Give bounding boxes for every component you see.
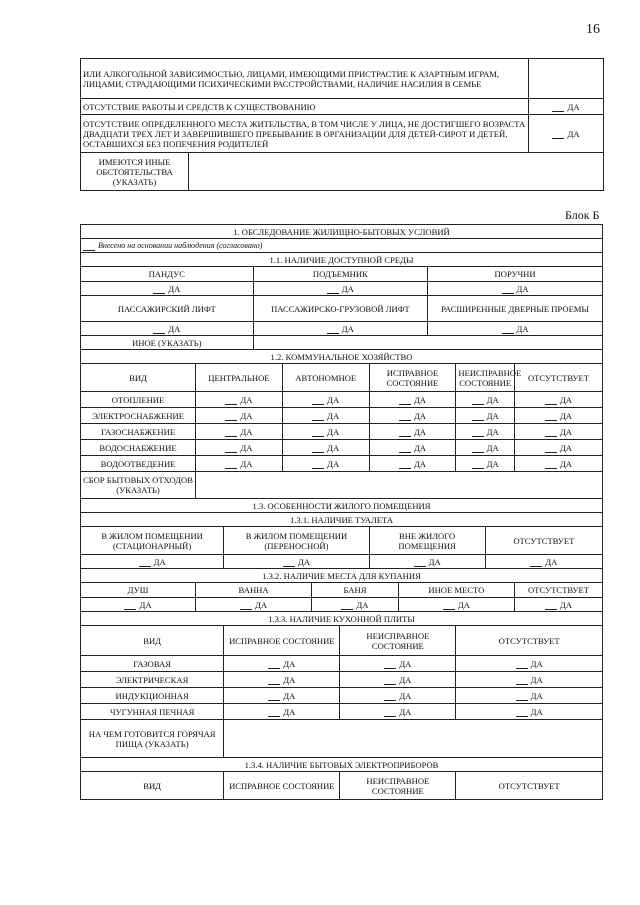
yes-label: ДА xyxy=(559,394,572,405)
blank-line[interactable] xyxy=(552,131,564,139)
util-row-label: ГАЗОСНАБЖЕНИЕ xyxy=(81,424,196,440)
toilet-header: В ЖИЛОМ ПОМЕЩЕНИИ (СТАЦИОНАРНЫЙ) xyxy=(81,527,224,555)
access-other-field[interactable] xyxy=(253,336,602,350)
yes-cell[interactable] xyxy=(456,440,515,456)
toilet-header: ВНЕ ЖИЛОГО ПОМЕЩЕНИЯ xyxy=(369,527,485,555)
yes-cell[interactable] xyxy=(514,598,602,612)
blank-line[interactable] xyxy=(384,709,396,717)
yes-label: ДА xyxy=(327,458,340,469)
yes-label: ДА xyxy=(530,658,543,669)
util-waste-field[interactable] xyxy=(196,472,603,499)
yes-label: ДА xyxy=(413,394,427,405)
blank-line[interactable] xyxy=(384,677,396,685)
blank-line[interactable] xyxy=(545,397,557,405)
yes-label: ДА xyxy=(457,599,470,610)
yes-label: ДА xyxy=(356,599,369,610)
blank-line[interactable] xyxy=(545,413,557,421)
stove-header: ОТСУТСТВУЕТ xyxy=(456,626,603,656)
yes-cell[interactable] xyxy=(282,424,369,440)
util-row-label: ВОДОСНАБЖЕНИЕ xyxy=(81,440,196,456)
access-header: ПАССАЖИРСКИЙ ЛИФТ xyxy=(81,296,254,322)
blank-line[interactable] xyxy=(225,461,237,469)
circumstance-text: ОТСУТСТВИЕ РАБОТЫ И СРЕДСТВ К СУЩЕСТВОВАНИЮ xyxy=(81,99,529,115)
blank-line[interactable] xyxy=(312,445,324,453)
blank-line[interactable] xyxy=(139,559,151,567)
yes-label: ДА xyxy=(559,426,572,437)
yes-label: ДА xyxy=(486,442,499,453)
yes-label: ДА xyxy=(567,128,580,139)
blank-line[interactable] xyxy=(399,397,411,405)
stove-row-label: ЭЛЕКТРИЧЕСКАЯ xyxy=(81,672,224,688)
yes-cell[interactable] xyxy=(253,282,428,296)
appliance-header: ОТСУТСТВУЕТ xyxy=(456,772,603,800)
blank-line[interactable] xyxy=(399,413,411,421)
other-circumstances-label: ИМЕЮТСЯ ИНЫЕ ОБСТОЯТЕЛЬСТВА (УКАЗАТЬ) xyxy=(81,153,189,191)
yes-label: ДА xyxy=(168,283,181,294)
access-header: ПОДЪЕМНИК xyxy=(253,267,428,282)
answer-cell[interactable] xyxy=(529,99,604,115)
yes-cell[interactable] xyxy=(369,440,456,456)
blank-line[interactable] xyxy=(124,602,136,610)
blank-line[interactable] xyxy=(225,445,237,453)
util-row-label: ОТОПЛЕНИЕ xyxy=(81,392,196,408)
blank-line[interactable] xyxy=(516,693,528,701)
yes-label: ДА xyxy=(240,426,253,437)
yes-cell[interactable] xyxy=(514,456,602,472)
blank-line[interactable] xyxy=(384,693,396,701)
blank-line[interactable] xyxy=(399,445,411,453)
yes-label: ДА xyxy=(486,458,499,469)
blank-line[interactable] xyxy=(327,326,339,334)
blank-line[interactable] xyxy=(545,602,557,610)
yes-cell[interactable] xyxy=(312,598,399,612)
section-title: 1.3.1. НАЛИЧИЕ ТУАЛЕТА xyxy=(81,513,603,527)
yes-cell[interactable] xyxy=(456,424,515,440)
note-text: Внесено на основании наблюдения (согласовано) xyxy=(98,241,263,250)
answer-cell[interactable] xyxy=(529,59,604,99)
yes-cell[interactable] xyxy=(282,440,369,456)
blank-line[interactable] xyxy=(443,602,455,610)
yes-label: ДА xyxy=(240,458,253,469)
yes-label: ДА xyxy=(341,283,354,294)
yes-label: ДА xyxy=(413,442,427,453)
yes-cell[interactable] xyxy=(456,456,515,472)
yes-label: ДА xyxy=(399,674,412,685)
bath-header: ОТСУТСТВУЕТ xyxy=(514,583,602,598)
yes-label: ДА xyxy=(530,674,543,685)
yes-label: ДА xyxy=(428,556,441,567)
blank-line[interactable] xyxy=(327,286,339,294)
yes-cell[interactable] xyxy=(456,408,515,424)
blank-line[interactable] xyxy=(472,429,484,437)
util-header: ОТСУТСТВУЕТ xyxy=(514,364,602,392)
toilet-header: ОТСУТСТВУЕТ xyxy=(485,527,602,555)
section-title: 1.3.3. НАЛИЧИЕ КУХОННОЙ ПЛИТЫ xyxy=(81,612,603,626)
yes-cell[interactable] xyxy=(224,555,369,569)
blank-line[interactable] xyxy=(240,602,252,610)
yes-label: ДА xyxy=(559,442,572,453)
yes-label: ДА xyxy=(545,556,558,567)
living-conditions-table xyxy=(80,224,603,800)
yes-cell[interactable] xyxy=(369,424,456,440)
access-header: ПАССАЖИРСКО-ГРУЗОВОЙ ЛИФТ xyxy=(253,296,428,322)
page-number: 16 xyxy=(586,22,600,37)
yes-cell[interactable] xyxy=(196,598,312,612)
stove-header: НЕИСПРАВНОЕ СОСТОЯНИЕ xyxy=(340,626,456,656)
yes-cell[interactable] xyxy=(485,555,602,569)
blank-line[interactable] xyxy=(502,286,514,294)
stove-other-field[interactable] xyxy=(224,720,603,758)
blank-line[interactable] xyxy=(414,559,426,567)
yes-label: ДА xyxy=(327,410,340,421)
stove-other-label: НА ЧЕМ ГОТОВИТСЯ ГОРЯЧАЯ ПИЩА (УКАЗАТЬ) xyxy=(81,720,224,758)
yes-label: ДА xyxy=(327,394,340,405)
section-title: 1.3. ОСОБЕННОСТИ ЖИЛОГО ПОМЕЩЕНИЯ xyxy=(81,499,603,513)
blank-line[interactable] xyxy=(516,677,528,685)
yes-label: ДА xyxy=(255,599,268,610)
appliance-header: НЕИСПРАВНОЕ СОСТОЯНИЕ xyxy=(340,772,456,800)
yes-label: ДА xyxy=(516,283,529,294)
yes-cell[interactable] xyxy=(196,440,283,456)
yes-label: ДА xyxy=(283,706,296,717)
blank-line[interactable] xyxy=(83,243,95,251)
util-header: ИСПРАВНОЕ СОСТОЯНИЕ xyxy=(369,364,456,392)
yes-cell[interactable] xyxy=(514,408,602,424)
stove-row-label: ЧУГУННАЯ ПЕЧНАЯ xyxy=(81,704,224,720)
blank-line[interactable] xyxy=(472,445,484,453)
yes-cell[interactable] xyxy=(196,424,283,440)
yes-label: ДА xyxy=(559,410,572,421)
yes-label: ДА xyxy=(413,458,427,469)
yes-cell[interactable] xyxy=(514,424,602,440)
yes-cell[interactable] xyxy=(81,282,254,296)
blank-line[interactable] xyxy=(225,397,237,405)
blank-line[interactable] xyxy=(502,326,514,334)
yes-label: ДА xyxy=(283,674,296,685)
yes-cell[interactable] xyxy=(81,555,224,569)
stove-header: ВИД xyxy=(81,626,224,656)
yes-label: ДА xyxy=(399,690,412,701)
blank-line[interactable] xyxy=(268,709,280,717)
yes-cell[interactable] xyxy=(369,408,456,424)
yes-cell[interactable] xyxy=(282,456,369,472)
blank-line[interactable] xyxy=(153,286,165,294)
util-header: АВТОНОМНОЕ xyxy=(282,364,369,392)
yes-label: ДА xyxy=(486,410,499,421)
bath-header: ВАННА xyxy=(196,583,312,598)
yes-cell[interactable] xyxy=(282,408,369,424)
yes-cell[interactable] xyxy=(369,456,456,472)
yes-label: ДА xyxy=(283,658,296,669)
yes-cell[interactable] xyxy=(456,704,603,720)
section-title: 1.3.4. НАЛИЧИЕ БЫТОВЫХ ЭЛЕКТРОПРИБОРОВ xyxy=(81,758,603,772)
blank-line[interactable] xyxy=(268,661,280,669)
section-title: 1.3.2. НАЛИЧИЕ МЕСТА ДЛЯ КУПАНИЯ xyxy=(81,569,603,583)
circumstance-text: ИЛИ АЛКОГОЛЬНОЙ ЗАВИСИМОСТЬЮ, ЛИЦАМИ, ИМЕЮЩИМИ ПРИСТРАСТИЕ К АЗАРТНЫМ ИГРАМ, ЛИЦАМИ, СТРАДАЮЩИМИ ПСИХИЧЕСКИМИ РАССТРОЙСТВАМИ, НАЛИЧИЕ НАСИЛИЯ В СЕМЬЕ xyxy=(81,59,529,99)
blank-line[interactable] xyxy=(516,661,528,669)
blank-line[interactable] xyxy=(312,461,324,469)
blank-line[interactable] xyxy=(530,559,542,567)
yes-cell[interactable] xyxy=(224,704,340,720)
circumstances-table xyxy=(80,58,604,191)
toilet-header: В ЖИЛОМ ПОМЕЩЕНИИ (ПЕРЕНОСНОЙ) xyxy=(224,527,369,555)
yes-cell[interactable] xyxy=(224,672,340,688)
block-label: Блок Б xyxy=(565,208,600,222)
yes-cell[interactable] xyxy=(253,322,428,336)
yes-label: ДА xyxy=(559,599,572,610)
yes-label: ДА xyxy=(516,323,529,334)
yes-cell[interactable] xyxy=(196,456,283,472)
yes-cell[interactable] xyxy=(340,656,456,672)
yes-label: ДА xyxy=(559,458,572,469)
blank-line[interactable] xyxy=(268,677,280,685)
circumstance-text: ОТСУТСТВИЕ ОПРЕДЕЛЕННОГО МЕСТА ЖИТЕЛЬСТВА, В ТОМ ЧИСЛЕ У ЛИЦА, НЕ ДОСТИГШЕГО ВОЗРАСТА ДВАДЦАТИ ТРЕХ ЛЕТ И ЗАВЕРШИВШЕГО ПРЕБЫВАНИЕ В ОРГАНИЗАЦИИ ДЛЯ ДЕТЕЙ-СИРОТ И ДЕТЕЙ, ОСТАВШИХСЯ БЕЗ ПОПЕЧЕНИЯ РОДИТЕЛЕЙ xyxy=(81,115,529,153)
blank-line[interactable] xyxy=(472,461,484,469)
yes-label: ДА xyxy=(240,394,253,405)
blank-line[interactable] xyxy=(312,429,324,437)
util-waste-label: СБОР БЫТОВЫХ ОТХОДОВ (УКАЗАТЬ) xyxy=(81,472,196,499)
yes-cell[interactable] xyxy=(456,688,603,704)
blank-line[interactable] xyxy=(312,413,324,421)
stove-header: ИСПРАВНОЕ СОСТОЯНИЕ xyxy=(224,626,340,656)
yes-label: ДА xyxy=(399,706,412,717)
yes-cell[interactable] xyxy=(340,672,456,688)
yes-cell[interactable] xyxy=(514,392,602,408)
note-row[interactable] xyxy=(81,239,603,253)
yes-label: ДА xyxy=(530,690,543,701)
section-title: 1. ОБСЛЕДОВАНИЕ ЖИЛИЩНО-БЫТОВЫХ УСЛОВИЙ xyxy=(81,225,603,239)
yes-cell[interactable] xyxy=(81,598,196,612)
yes-cell[interactable] xyxy=(398,598,514,612)
blank-line[interactable] xyxy=(545,429,557,437)
yes-cell[interactable] xyxy=(282,392,369,408)
yes-label: ДА xyxy=(327,442,340,453)
yes-cell[interactable] xyxy=(428,282,603,296)
yes-label: ДА xyxy=(341,323,354,334)
answer-cell[interactable] xyxy=(529,115,604,153)
yes-label: ДА xyxy=(327,426,340,437)
blank-line[interactable] xyxy=(153,326,165,334)
yes-cell[interactable] xyxy=(196,408,283,424)
yes-cell[interactable] xyxy=(196,392,283,408)
blank-line[interactable] xyxy=(472,413,484,421)
stove-row-label: ИНДУКЦИОННАЯ xyxy=(81,688,224,704)
yes-label: ДА xyxy=(530,706,543,717)
util-row-label: ЭЛЕКТРОСНАБЖЕНИЕ xyxy=(81,408,196,424)
util-row-label: ВОДООТВЕДЕНИЕ xyxy=(81,456,196,472)
bath-header: БАНЯ xyxy=(312,583,399,598)
blank-line[interactable] xyxy=(312,397,324,405)
yes-cell[interactable] xyxy=(514,440,602,456)
yes-label: ДА xyxy=(297,556,310,567)
yes-label: ДА xyxy=(486,394,499,405)
section-title: 1.2. КОММУНАЛЬНОЕ ХОЗЯЙСТВО xyxy=(81,350,603,364)
blank-line[interactable] xyxy=(399,429,411,437)
yes-label: ДА xyxy=(139,599,152,610)
bath-header: ДУШ xyxy=(81,583,196,598)
blank-line[interactable] xyxy=(384,661,396,669)
blank-line[interactable] xyxy=(545,461,557,469)
yes-label: ДА xyxy=(413,426,427,437)
yes-label: ДА xyxy=(413,410,427,421)
yes-label: ДА xyxy=(153,556,166,567)
blank-line[interactable] xyxy=(545,445,557,453)
yes-label: ДА xyxy=(486,426,499,437)
blank-line[interactable] xyxy=(341,602,353,610)
stove-row-label: ГАЗОВАЯ xyxy=(81,656,224,672)
yes-cell[interactable] xyxy=(224,656,340,672)
blank-line[interactable] xyxy=(283,559,295,567)
yes-cell[interactable] xyxy=(340,704,456,720)
access-header: ПОРУЧНИ xyxy=(428,267,603,282)
yes-cell[interactable] xyxy=(340,688,456,704)
blank-line[interactable] xyxy=(225,429,237,437)
yes-label: ДА xyxy=(240,442,253,453)
blank-line[interactable] xyxy=(472,397,484,405)
yes-label: ДА xyxy=(168,323,181,334)
appliance-header: ВИД xyxy=(81,772,224,800)
yes-cell[interactable] xyxy=(369,555,485,569)
blank-line[interactable] xyxy=(225,413,237,421)
yes-cell[interactable] xyxy=(224,688,340,704)
blank-line[interactable] xyxy=(516,709,528,717)
yes-label: ДА xyxy=(283,690,296,701)
yes-cell[interactable] xyxy=(428,322,603,336)
yes-cell[interactable] xyxy=(81,322,254,336)
access-header: ПАНДУС xyxy=(81,267,254,282)
yes-label: ДА xyxy=(240,410,253,421)
other-circumstances-field[interactable] xyxy=(189,153,604,191)
yes-label: ДА xyxy=(399,658,412,669)
bath-header: ИНОЕ МЕСТО xyxy=(398,583,514,598)
util-header: ВИД xyxy=(81,364,196,392)
util-header: НЕИСПРАВНОЕ СОСТОЯНИЕ xyxy=(456,364,515,392)
yes-cell[interactable] xyxy=(456,672,603,688)
blank-line[interactable] xyxy=(268,693,280,701)
appliance-header: ИСПРАВНОЕ СОСТОЯНИЕ xyxy=(224,772,340,800)
blank-line[interactable] xyxy=(399,461,411,469)
yes-cell[interactable] xyxy=(456,656,603,672)
yes-cell[interactable] xyxy=(369,392,456,408)
blank-line[interactable] xyxy=(552,104,564,112)
yes-cell[interactable] xyxy=(456,392,515,408)
util-header: ЦЕНТРАЛЬНОЕ xyxy=(196,364,283,392)
section-title: 1.1. НАЛИЧИЕ ДОСТУПНОЙ СРЕДЫ xyxy=(81,253,603,267)
yes-label: ДА xyxy=(567,101,580,112)
access-other-label: ИНОЕ (УКАЗАТЬ) xyxy=(81,336,254,350)
access-header: РАСШИРЕННЫЕ ДВЕРНЫЕ ПРОЕМЫ xyxy=(428,296,603,322)
